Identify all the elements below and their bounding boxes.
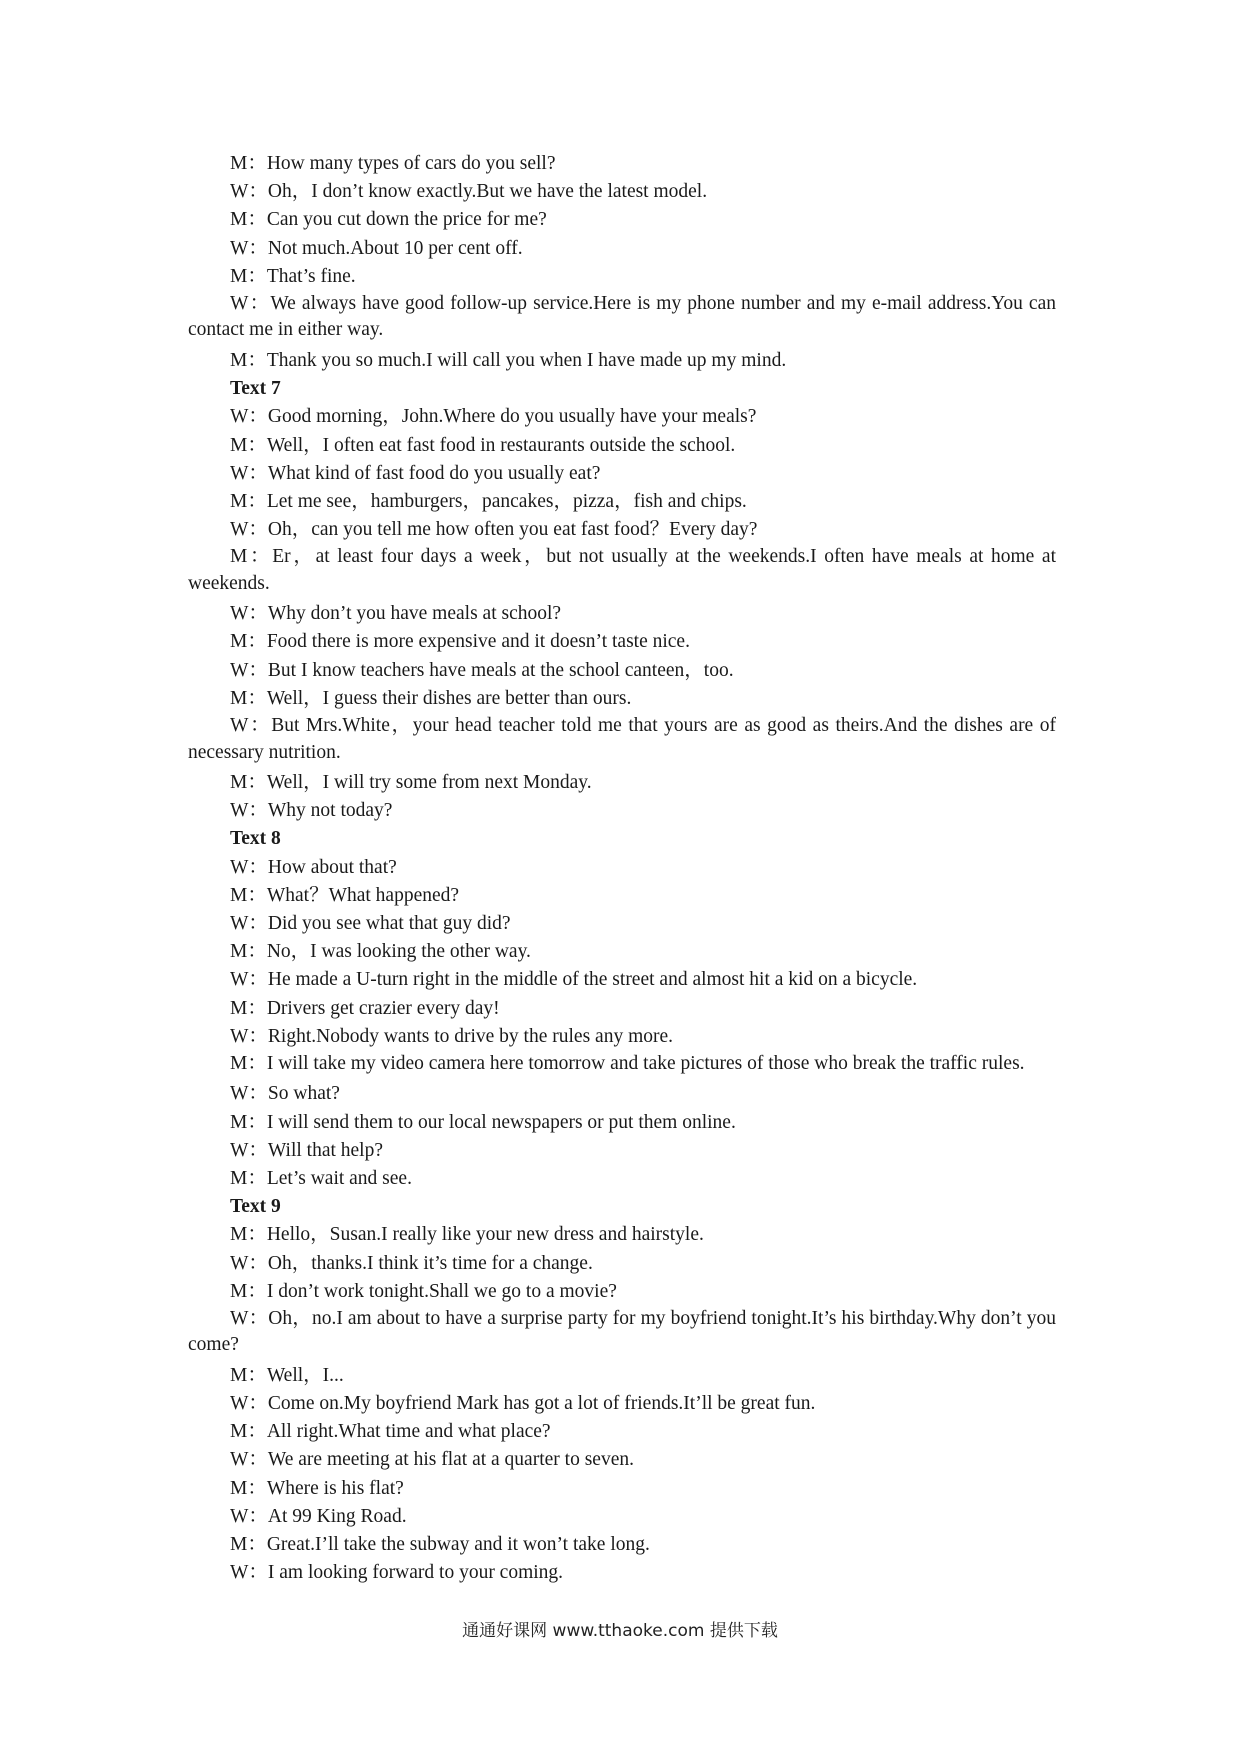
dialogue-transcript [188,150,1056,1587]
page-footer: 通通好课网 www.tthaoke.com 提供下载 [462,1621,778,1641]
dialogue-line: M：That’s fine. [230,265,356,287]
dialogue-line: W：What kind of fast food do you usually eat? [230,462,601,484]
dialogue-line: W：So what? [230,1083,340,1105]
dialogue-line: W：Will that help? [230,1139,384,1161]
dialogue-paragraph: M：I will take my video camera here tomorrow and take pictures of those who break the traffic rules. [230,1052,1025,1074]
dialogue-line: W：We are meeting at his flat at a quarter to seven. [230,1449,634,1471]
dialogue-line: M：What？What happened? [230,884,460,906]
dialogue-line: W：Not much.About 10 per cent off. [230,237,523,259]
dialogue-line: M：Well，I often eat fast food in restaurants outside the school. [230,434,736,456]
dialogue-line: W：How about that? [230,856,397,878]
dialogue-line: M：Hello，Susan.I really like your new dress and hairstyle. [230,1224,704,1246]
section-heading: Text 8 [230,828,281,850]
dialogue-line: M：Let me see，hamburgers，pancakes，pizza，fish and chips. [230,490,747,512]
dialogue-line: W：Why don’t you have meals at school? [230,603,562,625]
dialogue-line: M：No，I was looking the other way. [230,941,531,963]
section-heading: Text 9 [230,1196,281,1218]
dialogue-line: W：He made a U-turn right in the middle of the street and almost hit a kid on a bicycle. [230,969,918,991]
dialogue-line: W：I am looking forward to your coming. [230,1562,564,1584]
dialogue-paragraph: M：Er，at least four days a week，but not usually at the weekends.I often have meals at home at weekends. [188,546,1056,594]
dialogue-line: M：Well，I will try some from next Monday. [230,772,592,793]
dialogue-line: M：Well，I guess their dishes are better than ours. [230,687,632,709]
dialogue-line: W：At 99 King Road. [230,1505,407,1527]
dialogue-line: M：Thank you so much.I will call you when I have made up my mind. [230,349,787,371]
section-heading: Text 7 [230,378,281,400]
dialogue-line: W：Oh，can you tell me how often you eat fast food？Every day? [230,519,758,541]
dialogue-paragraph: W：We always have good follow-up service.Here is my phone number and my e-mail address.You can contact me in either way. [188,292,1056,341]
dialogue-line: W：Good morning，John.Where do you usually have your meals? [230,406,757,428]
dialogue-line: W：Did you see what that guy did? [230,912,511,934]
dialogue-paragraph: W：Oh，no.I am about to have a surprise party for my boyfriend tonight.It’s his birthday.Why don’t you come? [188,1307,1056,1356]
dialogue-line: M：Great.I’ll take the subway and it won’t take long. [230,1534,650,1555]
dialogue-line: W：Why not today? [230,800,393,822]
dialogue-paragraph: W：But Mrs.White，your head teacher told me that yours are as good as theirs.And the dishes are of necessary nutrition. [188,715,1056,763]
dialogue-line: M：I don’t work tonight.Shall we go to a movie? [230,1280,617,1302]
dialogue-line: M：I will send them to our local newspapers or put them online. [230,1111,736,1133]
dialogue-line: W：But I know teachers have meals at the school canteen，too. [230,659,734,681]
dialogue-line: M：Well，I... [230,1364,344,1386]
dialogue-line: W：Come on.My boyfriend Mark has got a lot of friends.It’ll be great fun. [230,1393,816,1415]
dialogue-line: W：Oh，thanks.I think it’s time for a change. [230,1252,593,1274]
dialogue-line: M：All right.What time and what place? [230,1421,551,1443]
dialogue-line: M：How many types of cars do you sell? [230,153,556,174]
dialogue-line: M：Let’s wait and see. [230,1167,412,1189]
dialogue-line: W：Oh，I don’t know exactly.But we have the latest model. [230,181,708,203]
dialogue-line: M：Can you cut down the price for me? [230,209,547,231]
dialogue-line: M：Food there is more expensive and it doesn’t taste nice. [230,631,690,653]
dialogue-line: M：Where is his flat? [230,1477,404,1499]
dialogue-line: M：Drivers get crazier every day! [230,997,500,1019]
dialogue-line: W：Right.Nobody wants to drive by the rules any more. [230,1025,674,1047]
